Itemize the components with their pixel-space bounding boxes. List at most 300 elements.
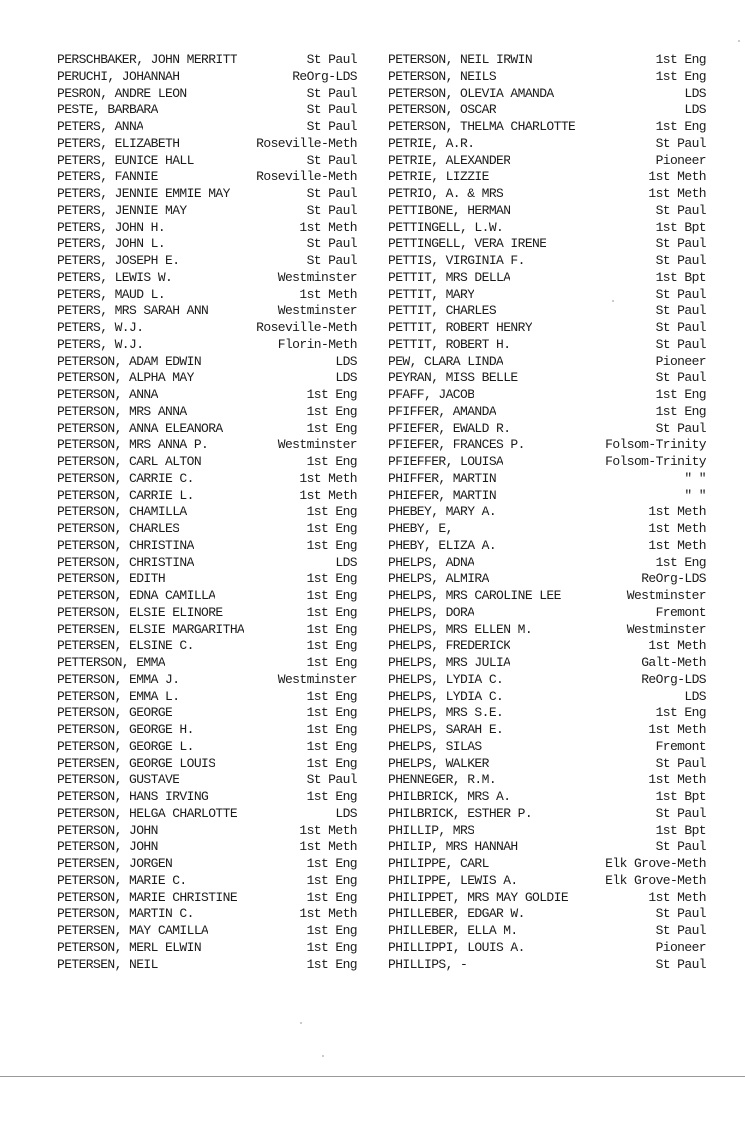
entry-name: PEYRAN, MISS BELLE (388, 370, 518, 386)
entry-name: PETERS, JOSEPH E. (57, 253, 180, 268)
entry-church: Westminster (626, 621, 706, 637)
entry-church: 1st Eng (655, 387, 706, 402)
entry-name: PETERSEN, ELSIE MARGARITHA (57, 621, 245, 637)
entry-church: 1st Eng (655, 119, 706, 134)
entry-church: 1st Meth (648, 638, 706, 654)
entry-church: Westminster (277, 269, 357, 285)
entry-church: St Paul (306, 253, 357, 268)
entry-name: PESRON, ANDRE LEON (57, 85, 187, 101)
entry-church: St Paul (655, 956, 706, 972)
entry-name: PETERSEN, JORGEN (57, 856, 173, 871)
register-entry (388, 655, 706, 672)
register-entry (388, 504, 706, 521)
entry-church: 1st Eng (306, 655, 357, 670)
register-entry (57, 940, 357, 957)
entry-name: PETERSON, ANNA (57, 387, 158, 402)
register-entry (57, 387, 357, 404)
entry-church: LDS (335, 805, 357, 821)
register-entry (388, 387, 706, 404)
entry-name: PHEBY, ELIZA A. (388, 537, 497, 553)
entry-name: PETERSON, ANNA ELEANORA (57, 420, 223, 436)
entry-name: PHELPS, DORA (388, 604, 475, 620)
entry-name: PETRIE, ALEXANDER (388, 152, 511, 168)
entry-church: 1st Eng (306, 789, 357, 804)
entry-church: St Paul (655, 303, 706, 319)
register-entry (388, 739, 706, 756)
register-entry (57, 203, 357, 220)
register-entry (57, 186, 357, 203)
entry-church: St Paul (306, 85, 357, 101)
register-entry (57, 69, 357, 86)
entry-church: 1st Meth (299, 219, 357, 235)
entry-name: PHELPS, SARAH E. (388, 722, 504, 737)
register-entry (57, 672, 357, 689)
entry-church: Folsom-Trinity (605, 437, 706, 453)
entry-name: PETERSON, CARRIE L. (57, 487, 194, 503)
entry-church: 1st Eng (655, 68, 706, 84)
entry-name: PETERSON, OLEVIA AMANDA (388, 85, 554, 101)
entry-church: 1st Eng (306, 537, 357, 553)
entry-church: LDS (335, 353, 357, 369)
entry-church: 1st Eng (306, 504, 357, 520)
entry-name: PHILLIPS, - (388, 956, 468, 972)
register-entry (57, 739, 357, 756)
entry-name: PETERSON, JOHN (57, 822, 158, 838)
entry-church: 1st Bpt (655, 789, 706, 804)
register-entry (388, 571, 706, 588)
entry-name: PETERSON, EDITH (57, 571, 166, 587)
register-entry (57, 839, 357, 856)
entry-church: Florin-Meth (277, 336, 357, 352)
entry-church: 1st Meth (299, 839, 357, 855)
register-entry (388, 186, 706, 203)
page-bottom-rule (0, 1076, 745, 1077)
register-entry (57, 320, 357, 337)
register-entry (388, 287, 706, 304)
register-entry (57, 538, 357, 555)
entry-church: 1st Eng (306, 420, 357, 436)
register-entry (388, 923, 706, 940)
entry-name: PETERSON, MARIE C. (57, 872, 187, 888)
register-entry (57, 421, 357, 438)
entry-name: PHELPS, MRS S.E. (388, 705, 504, 721)
entry-name: PHELPS, FREDERICK (388, 638, 511, 654)
entry-name: PFIEFER, FRANCES P. (388, 437, 525, 453)
entry-name: PETERS, LEWIS W. (57, 269, 173, 285)
register-entry (57, 136, 357, 153)
register-entry (57, 303, 357, 320)
entry-name: PETERSON, CHRISTINA (57, 537, 194, 553)
entry-name: PFAFF, JACOB (388, 387, 475, 402)
register-entry (57, 52, 357, 69)
register-entry (57, 722, 357, 739)
register-entry (388, 220, 706, 237)
register-entry (57, 119, 357, 136)
entry-name: PETERS, JENNIE MAY (57, 202, 187, 218)
entry-church: 1st Eng (306, 939, 357, 955)
entry-church: 1st Eng (306, 588, 357, 603)
register-entry (57, 873, 357, 890)
entry-church: St Paul (306, 152, 357, 168)
entry-church: 1st Eng (655, 705, 706, 721)
entry-church: St Paul (655, 923, 706, 938)
register-entry (57, 571, 357, 588)
entry-name: PETERSON, CHAMILLA (57, 504, 187, 520)
entry-name: PETERSON, MRS ANNA P. (57, 437, 209, 453)
entry-church: St Paul (655, 906, 706, 922)
entry-name: PETERSON, EDNA CAMILLA (57, 588, 216, 603)
entry-name: PHELPS, ALMIRA (388, 571, 489, 587)
entry-name: PETERS, EUNICE HALL (57, 152, 194, 168)
entry-name: PETERSON, OSCAR (388, 102, 497, 118)
entry-name: PETRIE, LIZZIE (388, 169, 489, 185)
register-entry (57, 488, 357, 505)
register-entry (57, 270, 357, 287)
entry-name: PETERSON, MARTIN C. (57, 906, 194, 922)
register-entry (57, 86, 357, 103)
entry-name: PETERSON, NEILS (388, 68, 497, 84)
entry-church: 1st Eng (306, 923, 357, 938)
register-entry (57, 856, 357, 873)
register-entry (57, 253, 357, 270)
register-entry (388, 69, 706, 86)
entry-name: PHILLIP, MRS (388, 822, 475, 838)
entry-name: PHILLEBER, ELLA M. (388, 923, 518, 938)
paper-speck (738, 40, 740, 42)
register-entry (388, 538, 706, 555)
entry-name: PETERSON, CHRISTINA (57, 554, 194, 570)
entry-church: LDS (684, 688, 706, 704)
register-entry (388, 471, 706, 488)
register-entry (57, 638, 357, 655)
register-entry (388, 622, 706, 639)
entry-name: PHELPS, LYDIA C. (388, 688, 504, 704)
register-entry (57, 404, 357, 421)
entry-church: 1st Eng (306, 621, 357, 637)
entry-church: St Paul (306, 236, 357, 252)
entry-name: PETERS, ANNA (57, 119, 144, 134)
entry-church: 1st Bpt (655, 269, 706, 285)
entry-church: Roseville-Meth (256, 320, 357, 335)
entry-church: 1st Meth (299, 906, 357, 922)
register-entry (388, 203, 706, 220)
entry-church: 1st Eng (655, 52, 706, 67)
entry-church: Westminster (277, 437, 357, 453)
register-entry (388, 169, 706, 186)
entry-name: PETERSON, EMMA L. (57, 688, 180, 704)
register-entry (388, 772, 706, 789)
entry-church: " " (684, 470, 706, 486)
entry-name: PETERSON, ALPHA MAY (57, 370, 194, 386)
entry-church: St Paul (655, 135, 706, 151)
register-entry (388, 437, 706, 454)
register-entry (57, 521, 357, 538)
register-entry (388, 555, 706, 572)
entry-name: PETERSON, ADAM EDWIN (57, 353, 202, 369)
entry-church: St Paul (655, 202, 706, 218)
register-entry (57, 504, 357, 521)
register-entry (388, 119, 706, 136)
entry-church: 1st Meth (648, 186, 706, 201)
entry-church: St Paul (655, 420, 706, 436)
entry-name: PETERS, FANNIE (57, 169, 158, 185)
register-entry (388, 454, 706, 471)
entry-church: 1st Eng (655, 403, 706, 419)
entry-name: PETERSON, MRS ANNA (57, 403, 187, 419)
entry-name: PETRIO, A. & MRS (388, 186, 504, 201)
entry-church: St Paul (306, 186, 357, 201)
entry-name: PFIFFER, AMANDA (388, 403, 497, 419)
register-entry (57, 236, 357, 253)
entry-name: PHELPS, MRS CAROLINE LEE (388, 588, 561, 603)
entry-name: PERUCHI, JOHANNAH (57, 68, 180, 84)
entry-name: PETERSON, GUSTAVE (57, 772, 180, 788)
entry-church: Elk Grove-Meth (605, 872, 706, 888)
entry-name: PETTIBONE, HERMAN (388, 202, 511, 218)
entry-church: 1st Meth (648, 169, 706, 185)
register-entry (388, 890, 706, 907)
entry-name: PETERSON, CARRIE C. (57, 470, 194, 486)
entry-name: PHIEFER, MARTIN (388, 487, 497, 503)
entry-name: PETTINGELL, L.W. (388, 219, 504, 235)
entry-name: PETRIE, A.R. (388, 135, 475, 151)
entry-name: PHILBRICK, ESTHER P. (388, 805, 533, 821)
entry-church: 1st Meth (299, 487, 357, 503)
entry-name: PETERS, W.J. (57, 336, 144, 352)
entry-church: 1st Eng (306, 454, 357, 469)
entry-name: PETTIT, MRS DELLA (388, 269, 511, 285)
entry-church: 1st Eng (306, 604, 357, 620)
entry-church: 1st Meth (648, 521, 706, 536)
entry-church: 1st Meth (299, 470, 357, 486)
entry-church: 1st Eng (306, 956, 357, 972)
entry-church: 1st Eng (306, 403, 357, 419)
entry-name: PETTIT, ROBERT HENRY (388, 320, 533, 335)
entry-church: 1st Eng (306, 738, 357, 754)
entry-church: St Paul (655, 839, 706, 855)
left-column (57, 52, 357, 973)
entry-name: PHENNEGER, R.M. (388, 772, 497, 788)
entry-name: PERSCHBAKER, JOHN MERRITT (57, 52, 238, 67)
register-entry (388, 404, 706, 421)
register-entry (57, 437, 357, 454)
entry-church: 1st Eng (306, 872, 357, 888)
entry-name: PETERSON, NEIL IRWIN (388, 52, 533, 67)
entry-church: 1st Eng (655, 554, 706, 570)
entry-church: Westminster (277, 303, 357, 319)
register-entry (388, 588, 706, 605)
paper-speck (300, 1022, 302, 1024)
entry-church: LDS (684, 102, 706, 118)
register-entry (388, 689, 706, 706)
entry-name: PHILBRICK, MRS A. (388, 789, 511, 804)
entry-church: Elk Grove-Meth (605, 856, 706, 871)
register-entry (388, 370, 706, 387)
entry-name: PETERS, JENNIE EMMIE MAY (57, 186, 230, 201)
entry-church: 1st Eng (306, 755, 357, 771)
register-entry (388, 789, 706, 806)
entry-name: PETERSON, MARIE CHRISTINE (57, 889, 238, 905)
entry-church: 1st Meth (299, 822, 357, 838)
register-entry (57, 220, 357, 237)
register-entry (388, 957, 706, 974)
entry-church: Roseville-Meth (256, 169, 357, 185)
register-entry (388, 86, 706, 103)
register-entry (57, 102, 357, 119)
entry-name: PHILIPPET, MRS MAY GOLDIE (388, 889, 569, 905)
entry-church: St Paul (655, 286, 706, 302)
register-entry (57, 471, 357, 488)
entry-church: 1st Eng (306, 856, 357, 871)
register-entry (57, 806, 357, 823)
entry-church: " " (684, 487, 706, 503)
register-entry (388, 705, 706, 722)
entry-name: PETTERSON, EMMA (57, 655, 166, 670)
paper-speck (322, 1055, 324, 1057)
entry-name: PHILIP, MRS HANNAH (388, 839, 518, 855)
register-entry (388, 906, 706, 923)
entry-name: PHILIPPE, LEWIS A. (388, 872, 518, 888)
entry-church: Pioneer (655, 152, 706, 168)
entry-name: PFIEFFER, LOUISA (388, 454, 504, 469)
register-entry (388, 605, 706, 622)
entry-church: Roseville-Meth (256, 135, 357, 151)
entry-church: St Paul (655, 370, 706, 386)
entry-name: PETTIT, ROBERT H. (388, 336, 511, 352)
entry-name: PETERS, ELIZABETH (57, 135, 180, 151)
register-entry (388, 236, 706, 253)
entry-church: 1st Meth (648, 889, 706, 905)
entry-name: PHELPS, SILAS (388, 738, 482, 754)
register-entry (57, 923, 357, 940)
register-entry (388, 421, 706, 438)
register-entry (388, 839, 706, 856)
register-entry (388, 873, 706, 890)
entry-church: ReOrg-LDS (641, 571, 706, 587)
entry-name: PHELPS, MRS ELLEN M. (388, 621, 533, 637)
entry-name: PEW, CLARA LINDA (388, 353, 504, 369)
entry-church: 1st Bpt (655, 822, 706, 838)
register-entry (388, 354, 706, 371)
register-entry (57, 337, 357, 354)
register-entry (388, 337, 706, 354)
entry-name: PHILLIPPI, LOUIS A. (388, 939, 525, 955)
entry-name: PETERSON, THELMA CHARLOTTE (388, 119, 576, 134)
entry-church: 1st Eng (306, 688, 357, 704)
register-entry (57, 622, 357, 639)
entry-name: PETERSON, HELGA CHARLOTTE (57, 805, 238, 821)
entry-church: LDS (335, 554, 357, 570)
entry-church: Galt-Meth (641, 655, 706, 670)
entry-church: Pioneer (655, 939, 706, 955)
right-column (388, 52, 706, 973)
entry-church: 1st Eng (306, 705, 357, 721)
entry-name: PETERSON, CARL ALTON (57, 454, 202, 469)
entry-church: 1st Meth (648, 537, 706, 553)
entry-church: St Paul (306, 202, 357, 218)
entry-name: PETTIT, CHARLES (388, 303, 497, 319)
entry-church: 1st Eng (306, 571, 357, 587)
entry-church: ReOrg-LDS (641, 671, 706, 687)
entry-church: 1st Meth (648, 722, 706, 737)
entry-name: PHEBEY, MARY A. (388, 504, 497, 520)
register-entry (388, 488, 706, 505)
register-entry (388, 153, 706, 170)
register-entry (57, 772, 357, 789)
entry-name: PETTIT, MARY (388, 286, 475, 302)
entry-church: 1st Meth (299, 286, 357, 302)
entry-name: PHELPS, ADNA (388, 554, 475, 570)
register-entry (57, 823, 357, 840)
entry-name: PETERSON, MERL ELWIN (57, 939, 202, 955)
entry-church: Folsom-Trinity (605, 454, 706, 469)
entry-church: St Paul (655, 253, 706, 268)
register-entry (57, 370, 357, 387)
entry-name: PETERSON, EMMA J. (57, 671, 180, 687)
entry-name: PHEBY, E, (388, 521, 453, 536)
paper-speck (612, 300, 614, 302)
register-entry (57, 555, 357, 572)
entry-name: PETERSON, ELSIE ELINORE (57, 604, 223, 620)
register-entry (388, 303, 706, 320)
entry-name: PFIEFER, EWALD R. (388, 420, 511, 436)
entry-church: Fremont (655, 738, 706, 754)
entry-church: 1st Eng (306, 889, 357, 905)
register-entry (57, 689, 357, 706)
entry-name: PETERS, MAUD L. (57, 286, 166, 302)
entry-church: St Paul (306, 102, 357, 118)
register-entry (57, 957, 357, 974)
entry-name: PETERSEN, ELSINE C. (57, 638, 194, 654)
entry-name: PETERS, JOHN L. (57, 236, 166, 252)
register-entry (57, 588, 357, 605)
register-entry (57, 705, 357, 722)
entry-church: Westminster (277, 671, 357, 687)
entry-church: St Paul (655, 755, 706, 771)
entry-church: 1st Eng (306, 722, 357, 737)
entry-church: St Paul (655, 236, 706, 252)
register-entry (388, 756, 706, 773)
entry-church: 1st Bpt (655, 219, 706, 235)
entry-church: LDS (335, 370, 357, 386)
entry-church: St Paul (655, 320, 706, 335)
entry-name: PETERSEN, NEIL (57, 956, 158, 972)
entry-church: 1st Eng (306, 638, 357, 654)
entry-name: PETERSEN, MAY CAMILLA (57, 923, 209, 938)
register-entry (57, 655, 357, 672)
register-entry (388, 823, 706, 840)
entry-name: PETERSEN, GEORGE LOUIS (57, 755, 216, 771)
entry-name: PETERS, MRS SARAH ANN (57, 303, 209, 319)
register-entry (57, 605, 357, 622)
entry-name: PHELPS, LYDIA C. (388, 671, 504, 687)
register-entry (57, 890, 357, 907)
entry-name: PHIFFER, MARTIN (388, 470, 497, 486)
entry-church: 1st Eng (306, 521, 357, 536)
register-entry (57, 906, 357, 923)
register-entry (388, 136, 706, 153)
register-entry (388, 253, 706, 270)
register-entry (57, 153, 357, 170)
register-entry (57, 756, 357, 773)
register-entry (388, 856, 706, 873)
entry-church: LDS (684, 85, 706, 101)
entry-church: St Paul (655, 805, 706, 821)
register-entry (388, 940, 706, 957)
entry-church: St Paul (306, 52, 357, 67)
register-entry (388, 521, 706, 538)
register-entry (388, 672, 706, 689)
